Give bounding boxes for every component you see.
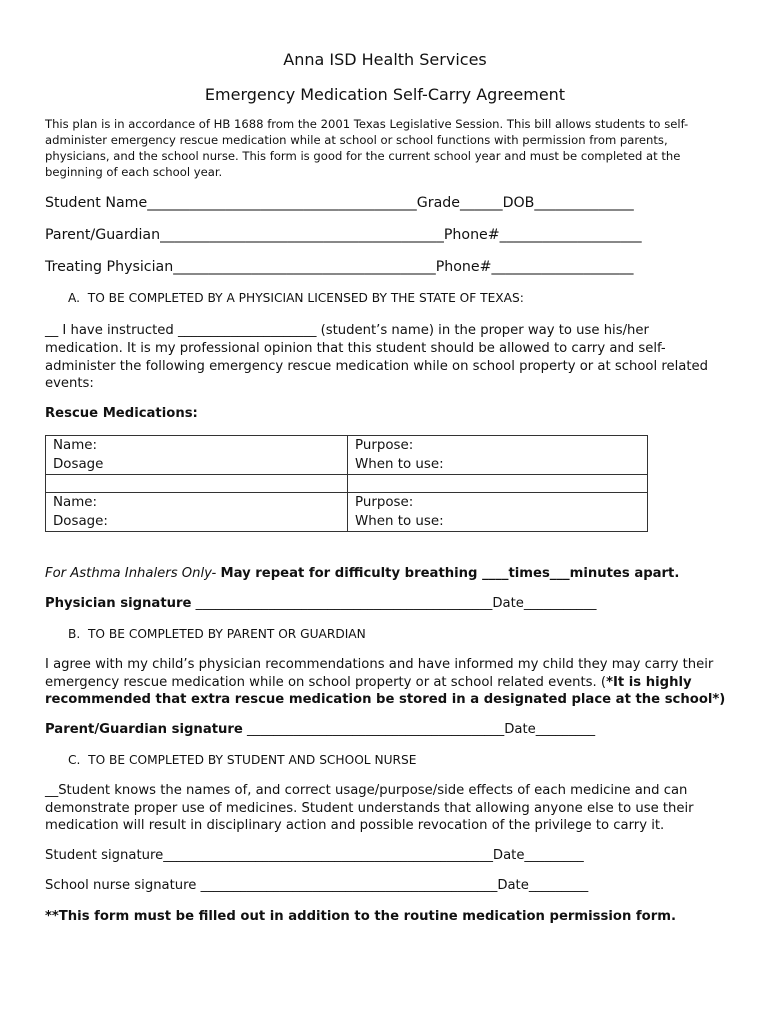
- empty-cell[interactable]: [348, 475, 648, 493]
- rescue-medications-label: Rescue Medications:: [45, 406, 198, 421]
- section-c-line[interactable]: __Student knows the names of, and correct usage/purpose/side effects of each medicine and can: [45, 783, 688, 798]
- parent-guardian-field[interactable]: Parent/Guardian________________________________________Phone#____________________: [45, 227, 642, 243]
- section-b-bold-text: *It is highly: [606, 675, 692, 690]
- empty-cell[interactable]: [46, 475, 348, 493]
- student-name-field[interactable]: Student Name______________________________________Grade______DOB______________: [45, 195, 634, 211]
- intro-line: This plan is in accordance of HB 1688 from the 2001 Texas Legislative Session. This bill allows students to self-: [45, 117, 689, 131]
- name-label: Name:: [53, 495, 98, 510]
- student-signature-line[interactable]: Student signature__________________________________________________Date_________: [45, 848, 584, 863]
- physician-signature-blank: _____________________________________________Date___________: [191, 596, 597, 611]
- when-to-use-label: When to use:: [355, 514, 444, 529]
- section-c-line: medication will result in disciplinary action and possible revocation of the privilege to carry it.: [45, 818, 665, 833]
- table-row: [46, 436, 648, 475]
- rescue-medications-table: [45, 435, 648, 532]
- nurse-signature-line[interactable]: School nurse signature _____________________________________________Date_________: [45, 878, 589, 893]
- medication-purpose-cell[interactable]: [348, 436, 648, 475]
- asthma-bold-text: May repeat for difficulty breathing ____times___minutes apart.: [220, 566, 680, 581]
- medication-name-dosage-cell[interactable]: [46, 436, 348, 475]
- dosage-label: Dosage:: [53, 514, 108, 529]
- section-b-line: [45, 676, 692, 689]
- section-a-line: administer the following emergency rescue medication while on school property or at school related: [45, 359, 708, 374]
- section-a-line[interactable]: __ I have instructed _____________________ (student’s name) in the proper way to use his/her: [45, 323, 649, 338]
- name-label: Name:: [53, 438, 98, 453]
- section-b-line: I agree with my child’s physician recommendations and have informed my child they may carry their: [45, 657, 714, 672]
- footer-note: **This form must be filled out in addition to the routine medication permission form.: [45, 909, 676, 924]
- section-b-normal-text: emergency rescue medication while on school property or at school related events. (: [45, 675, 607, 690]
- parent-signature-line[interactable]: [45, 723, 595, 736]
- section-a-heading: A. TO BE COMPLETED BY A PHYSICIAN LICENSED BY THE STATE OF TEXAS:: [68, 291, 524, 305]
- parent-signature-label: Parent/Guardian signature: [45, 722, 243, 737]
- section-a-line: events:: [45, 376, 94, 391]
- section-a-line: medication. It is my professional opinion that this student should be allowed to carry and self-: [45, 341, 666, 356]
- intro-line: beginning of each school year.: [45, 165, 223, 179]
- table-row: [46, 475, 648, 493]
- physician-signature-label: Physician signature: [45, 596, 192, 611]
- organization-title: Anna ISD Health Services: [283, 50, 487, 69]
- asthma-inhaler-instruction[interactable]: [45, 567, 679, 580]
- parent-signature-blank: _______________________________________Date_________: [242, 722, 596, 737]
- dosage-label: Dosage: [53, 457, 104, 472]
- medication-purpose-cell[interactable]: [348, 493, 648, 532]
- section-b-heading: B. TO BE COMPLETED BY PARENT OR GUARDIAN: [68, 627, 366, 641]
- section-c-line: demonstrate proper use of medicines. Student understands that allowing anyone else to use their: [45, 801, 694, 816]
- purpose-label: Purpose:: [355, 495, 414, 510]
- asthma-italic-text: For Asthma Inhalers Only-: [45, 566, 221, 581]
- medication-name-dosage-cell[interactable]: [46, 493, 348, 532]
- treating-physician-field[interactable]: Treating Physician_____________________________________Phone#____________________: [45, 259, 634, 275]
- physician-signature-line[interactable]: [45, 597, 596, 610]
- when-to-use-label: When to use:: [355, 457, 444, 472]
- table-row: [46, 493, 648, 532]
- form-title: Emergency Medication Self-Carry Agreement: [204, 85, 566, 104]
- section-b-bold-line: recommended that extra rescue medication be stored in a designated place at the school*): [45, 692, 726, 707]
- intro-line: administer emergency rescue medication while at school or school functions with permission from parents,: [45, 133, 668, 147]
- section-c-heading: C. TO BE COMPLETED BY STUDENT AND SCHOOL NURSE: [68, 753, 417, 767]
- intro-line: physicians, and the school nurse. This form is good for the current school year and must be completed at the: [45, 149, 681, 163]
- purpose-label: Purpose:: [355, 438, 414, 453]
